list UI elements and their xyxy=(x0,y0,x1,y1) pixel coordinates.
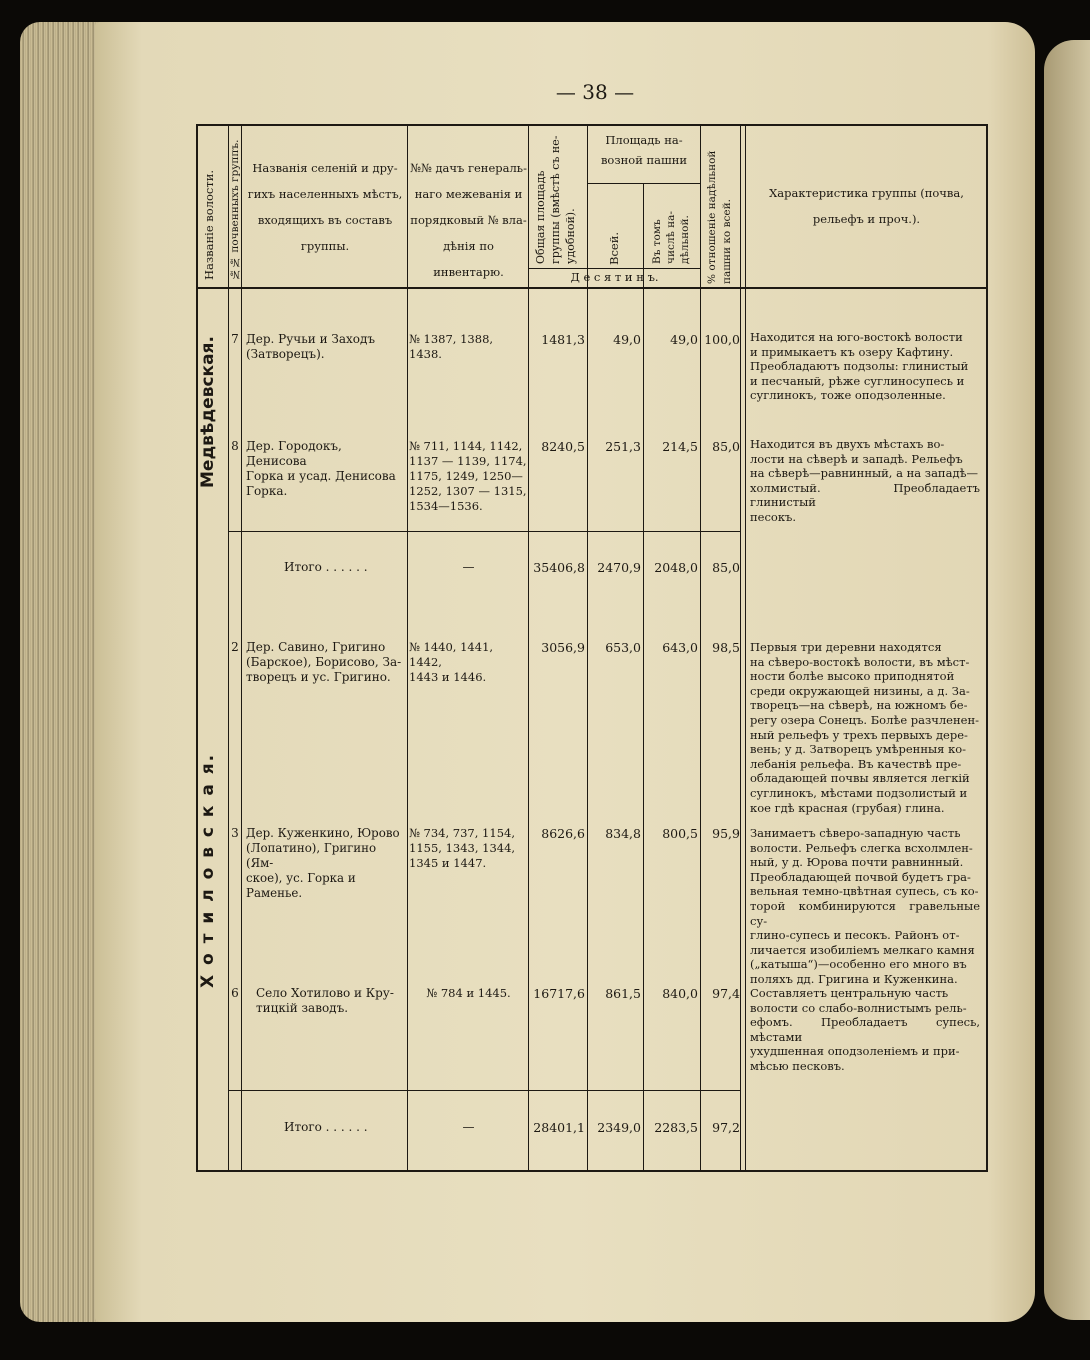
group-number: 2 xyxy=(231,640,239,654)
header-line: удобной). xyxy=(564,208,577,264)
percent-value: 100,0 xyxy=(704,332,740,347)
header-line: порядковый № вла- xyxy=(410,213,527,227)
dachas-cell xyxy=(409,439,528,514)
text-line: лости на сѣверѣ и западѣ. Рельефъ xyxy=(750,451,963,466)
arable-all-value: 861,5 xyxy=(605,986,641,1001)
header-line: входящихъ въ составъ xyxy=(257,213,393,227)
text-line: 1345 и 1447. xyxy=(409,856,487,870)
header-line: числѣ на- xyxy=(665,211,677,264)
text-line: вень; у д. Затворецъ умѣренныя ко- xyxy=(750,742,967,757)
header-line: Площадь на- xyxy=(605,133,683,147)
group-number: 7 xyxy=(231,332,239,346)
header-line: Названія селеній и дру- xyxy=(252,161,398,175)
text-line: кое гдѣ красная (грубая) глина. xyxy=(750,800,945,815)
volost-name-medvedevskaya: Медвѣдевская. xyxy=(198,336,218,489)
percent-value: 85,0 xyxy=(712,439,740,454)
text-line: ности болѣе высоко приподнятой xyxy=(750,669,955,684)
characteristic-cell xyxy=(750,437,980,525)
header-line: возной пашни xyxy=(600,153,688,167)
text-line: обладающей почвы является легкій xyxy=(750,771,970,786)
total-area-value: 1481,3 xyxy=(541,332,585,347)
text-line: мѣсью песковъ. xyxy=(750,1058,845,1073)
text-line: творецъ и ус. Григино. xyxy=(246,670,391,684)
total-label: Итого . . . . . . xyxy=(284,1120,368,1134)
header-line: Общая площадь xyxy=(534,170,547,264)
header-arable-group xyxy=(588,130,700,170)
arable-all-value: 653,0 xyxy=(605,640,641,655)
col-rule xyxy=(241,124,242,1171)
header-line: Въ томъ xyxy=(651,219,663,264)
group-number: 3 xyxy=(231,826,239,840)
group-number: 8 xyxy=(231,439,239,453)
text-line: ный рельефъ у трехъ первыхъ дере- xyxy=(750,727,968,742)
characteristic-cell xyxy=(750,330,980,403)
text-line: 1252, 1307 — 1315, xyxy=(409,484,527,498)
col-rule xyxy=(407,124,408,1171)
settlements-cell xyxy=(246,826,406,901)
text-line: (Лопатино), Григино (Ям- xyxy=(246,841,377,870)
text-line: волости со слабо-волнистымъ рель- xyxy=(750,1000,967,1015)
header-arable-allot xyxy=(650,192,694,264)
total-area-value: 8626,6 xyxy=(541,826,585,841)
table-bottom-rule xyxy=(196,1170,988,1172)
text-line: Первыя три деревни находятся xyxy=(750,640,942,654)
header-line: дѣльной. xyxy=(679,215,691,264)
page-number: — 38 — xyxy=(555,80,635,104)
header-line: % отношеніе надѣльной xyxy=(706,150,718,284)
arable-allot-value: 2283,5 xyxy=(654,1120,698,1135)
text-line: торой комбинируются гравельные су- xyxy=(750,898,980,928)
text-line: Горка и усад. Денисова xyxy=(246,469,396,483)
dachas-cell xyxy=(409,332,528,362)
header-percent xyxy=(705,128,737,284)
arable-allot-value: 840,0 xyxy=(662,986,698,1001)
characteristic-cell xyxy=(750,640,980,815)
header-line: дѣнія по инвентарю. xyxy=(433,239,504,279)
header-line: №№ дачъ генераль- xyxy=(410,161,527,175)
header-total-area xyxy=(533,128,583,264)
total-dachas: — xyxy=(462,560,475,574)
text-line: регу озера Сонецъ. Болѣе разчленен- xyxy=(750,712,980,727)
arable-all-value: 2470,9 xyxy=(597,560,641,575)
text-line: № 734, 737, 1154, xyxy=(409,826,515,840)
volost-name-khotilovskaya: Х о т и л о в с к а я. xyxy=(198,752,218,988)
total-dachas: — xyxy=(462,1120,475,1134)
text-line: 1534—1536. xyxy=(409,499,483,513)
arable-allot-value: 643,0 xyxy=(662,640,698,655)
percent-value: 85,0 xyxy=(712,560,740,575)
settlements-cell xyxy=(246,640,404,685)
text-line: на сѣверѣ—равнинный, а на западѣ— xyxy=(750,466,978,481)
total-rule-1 xyxy=(228,531,740,532)
arable-allot-value: 2048,0 xyxy=(654,560,698,575)
arable-all-value: 2349,0 xyxy=(597,1120,641,1135)
text-line: ный, у д. Юрова почти равнинный. xyxy=(750,855,964,870)
header-volost: Названіе волости. xyxy=(202,169,216,280)
text-line: Дер. Куженкино, Юрово xyxy=(246,826,400,840)
text-line: Составляетъ центральную часть xyxy=(750,986,949,1000)
header-line: Характеристика группы (почва, xyxy=(769,186,964,200)
total-area-value: 8240,5 xyxy=(541,439,585,454)
text-line: Горка. xyxy=(246,484,288,498)
header-line: группы. xyxy=(300,239,350,253)
text-line: и песчаный, рѣже суглиносупесь и xyxy=(750,373,965,388)
text-line: Село Хотилово и Кру- xyxy=(256,986,394,1000)
text-line: ефомъ. Преобладаетъ супесь, мѣстами xyxy=(750,1015,980,1044)
total-label: Итого . . . . . . xyxy=(284,560,368,574)
settlements-cell xyxy=(246,439,404,499)
text-line: вельная темно-цвѣтная супесь, съ ко- xyxy=(750,884,979,899)
total-area-value: 3056,9 xyxy=(541,640,585,655)
header-dachas xyxy=(409,155,528,285)
header-characteristic xyxy=(747,180,986,232)
text-line: песокъ. xyxy=(750,509,796,524)
text-line: („катыша“)—особенно его много въ xyxy=(750,957,967,972)
text-line: Преобладающей почвой будетъ гра- xyxy=(750,869,971,884)
text-line: тицкій заводъ. xyxy=(256,1001,349,1015)
characteristic-cell xyxy=(750,986,980,1074)
text-line: 1443 и 1446. xyxy=(409,670,487,684)
characteristic-cell xyxy=(750,826,980,987)
header-line: рельефъ и проч.). xyxy=(812,212,921,226)
arable-allot-value: 49,0 xyxy=(670,332,698,347)
header-line: гихъ населенныхъ мѣстъ, xyxy=(247,187,403,201)
text-line: глино-супесь и песокъ. Районъ от- xyxy=(750,928,960,943)
text-line: поляхъ дд. Григина и Куженкина. xyxy=(750,971,958,986)
percent-value: 95,9 xyxy=(712,826,740,841)
arable-all-value: 49,0 xyxy=(613,332,641,347)
header-arable-all: Всей. xyxy=(607,231,621,265)
text-line: Находится на юго-востокѣ волости xyxy=(750,330,963,344)
text-line: Занимаетъ сѣверо-западную часть xyxy=(750,826,961,840)
text-line: ское), ус. Горка и Раменье. xyxy=(246,871,356,900)
header-line: пашни ко всей. xyxy=(721,199,733,284)
col-rule xyxy=(745,124,746,1171)
table-top-rule xyxy=(196,124,988,126)
col-rule xyxy=(740,124,741,1171)
text-line: среди окружающей низины, а д. За- xyxy=(750,683,970,698)
text-line: суглинокъ, мѣстами подзолистый и xyxy=(750,785,968,800)
group-number: 6 xyxy=(231,986,239,1000)
arable-all-value: 834,8 xyxy=(605,826,641,841)
header-bottom-rule xyxy=(196,287,988,289)
percent-value: 97,2 xyxy=(712,1120,740,1135)
percent-value: 97,4 xyxy=(712,986,740,1001)
total-area-value: 16717,6 xyxy=(533,986,585,1001)
dachas-cell xyxy=(409,640,528,685)
text-line: ухудшенная оподзоленіемъ и при- xyxy=(750,1044,960,1059)
text-line: холмистый. Преобладаетъ глинистый xyxy=(750,480,980,510)
arable-all-value: 251,3 xyxy=(605,439,641,454)
dachas-cell xyxy=(409,826,528,871)
total-area-value: 35406,8 xyxy=(533,560,585,575)
text-line: Находится въ двухъ мѣстахъ во- xyxy=(750,437,945,451)
text-line: № 784 и 1445. xyxy=(426,986,511,1000)
header-line: наго межеванія и xyxy=(414,187,523,201)
total-area-value: 28401,1 xyxy=(533,1120,585,1135)
text-line: (Затворецъ). xyxy=(246,347,325,361)
arable-allot-value: 800,5 xyxy=(662,826,698,841)
text-line: 1155, 1343, 1344, xyxy=(409,841,516,855)
header-group-no: №№ почвенныхъ группъ. xyxy=(229,139,241,280)
percent-value: 98,5 xyxy=(712,640,740,655)
settlements-cell xyxy=(256,986,404,1016)
text-line: № 711, 1144, 1142, xyxy=(409,439,523,453)
text-line: творецъ—на сѣверѣ, на южномъ бе- xyxy=(750,698,968,713)
text-line: лебанія рельефа. Въ качествѣ пре- xyxy=(750,756,962,771)
text-line: и примыкаетъ къ озеру Кафтину. xyxy=(750,344,954,359)
text-line: № 1387, 1388, 1438. xyxy=(409,332,494,361)
text-line: Дер. Ручьи и Заходъ xyxy=(246,332,376,346)
desyatin-rule xyxy=(528,268,700,269)
text-line: волости. Рельефъ слегка всхолмлен- xyxy=(750,840,973,855)
header-settlements xyxy=(243,155,407,259)
text-line: Преобладаютъ подзолы: глинистый xyxy=(750,359,969,374)
dachas-cell xyxy=(409,986,528,1001)
total-rule-2 xyxy=(228,1090,740,1091)
header-desyatin: Д е с я т и н ъ. xyxy=(570,270,659,284)
text-line: Дер. Савино, Григино xyxy=(246,640,386,654)
settlements-cell xyxy=(246,332,404,362)
arable-allot-value: 214,5 xyxy=(662,439,698,454)
next-page-edge xyxy=(1044,40,1090,1320)
text-line: суглинокъ, тоже оподзоленные. xyxy=(750,388,946,403)
text-line: на сѣверо-востокѣ волости, въ мѣст- xyxy=(750,654,970,669)
header-line: группы (вмѣстѣ съ не- xyxy=(549,135,562,264)
text-line: 1175, 1249, 1250— xyxy=(409,469,523,483)
text-line: (Барское), Борисово, За- xyxy=(246,655,402,669)
text-line: 1137 — 1139, 1174, xyxy=(409,454,527,468)
col-rule xyxy=(986,124,988,1171)
text-line: личается изобиліемъ мелкаго камня xyxy=(750,942,975,957)
text-line: № 1440, 1441, 1442, xyxy=(409,640,494,669)
text-line: Дер. Городокъ, Денисова xyxy=(246,439,342,468)
